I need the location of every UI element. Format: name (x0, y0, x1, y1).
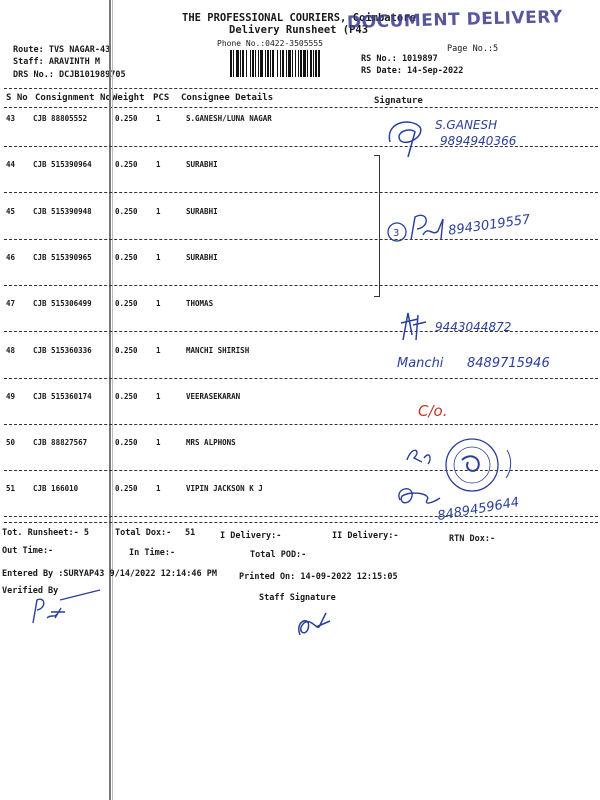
verifier-signature (25, 588, 105, 628)
row-weight: 0.250 (115, 253, 138, 262)
row-consignment-no: CJB 515360174 (33, 392, 92, 401)
fold-line (109, 0, 111, 800)
phone-number: Phone No.:0422-3505555 (217, 39, 323, 48)
row-consignee: SURABHI (186, 253, 218, 262)
row-sno: 50 (6, 438, 16, 447)
row-weight: 0.250 (115, 207, 138, 216)
col-consignment: Consignment No (35, 93, 111, 103)
header-bottom-rule (4, 107, 598, 108)
signature-phone-51: 8489459644 (436, 494, 521, 525)
row-consignee: S.GANESH/LUNA NAGAR (186, 114, 272, 123)
row-consignee: MANCHI SHIRISH (186, 346, 250, 355)
row-consignment-no: CJB 515360336 (33, 346, 92, 355)
row-separator (4, 378, 598, 379)
row-separator (4, 192, 598, 193)
row-sno: 51 (6, 484, 16, 493)
row-sno: 46 (6, 253, 16, 262)
staff-label: Staff: ARAVINTH M (13, 57, 100, 67)
barcode (230, 50, 352, 77)
total-pod: Total POD:- (250, 550, 307, 560)
svg-text:3: 3 (393, 228, 400, 239)
row-pcs: 1 (156, 392, 161, 401)
rs-date: RS Date: 14-Sep-2022 (361, 66, 464, 76)
col-consignee: Consignee Details (181, 93, 274, 103)
signature-name-43: S.GANESH (435, 118, 498, 132)
row-consignee: MRS ALPHONS (186, 438, 236, 447)
row-pcs: 1 (156, 346, 161, 355)
col-weight: Weight (112, 93, 145, 103)
signature-row-47 (398, 305, 438, 345)
row-weight: 0.250 (115, 346, 138, 355)
verified-by: Verified By (2, 586, 59, 596)
total-dox-label: Total Dox:- (115, 528, 172, 538)
tot-runsheet: Tot. Runsheet:- 5 (2, 528, 89, 538)
total-dox-value: 51 (185, 528, 196, 538)
company-title: THE PROFESSIONAL COURIERS, Coimbatore (182, 12, 416, 24)
row-weight: 0.250 (115, 160, 138, 169)
row-consignee: VIPIN JACKSON K J (186, 484, 263, 493)
row-consignment-no: CJB 515390964 (33, 160, 92, 169)
in-time: In Time:- (129, 548, 176, 558)
row-separator (4, 285, 598, 286)
row-consignment-no: CJB 515390948 (33, 207, 92, 216)
row-pcs: 1 (156, 160, 161, 169)
row-sno: 45 (6, 207, 16, 216)
row-weight: 0.250 (115, 114, 138, 123)
entered-by: Entered By :SURYAP43 9/14/2022 12:14:46 PM (2, 569, 217, 579)
row-consignee: SURABHI (186, 207, 218, 216)
drs-number: DRS No.: DCJB101989705 (13, 70, 126, 80)
row-sno: 47 (6, 299, 16, 308)
page-number: Page No.:5 (447, 44, 499, 54)
signature-phone-48: 8489715946 (467, 356, 550, 371)
signature-rows-44-46 (383, 205, 453, 250)
row-sno: 44 (6, 160, 16, 169)
route-label: Route: TVS NAGAR-43 (13, 45, 111, 55)
row-consignment-no: CJB 515306499 (33, 299, 92, 308)
signature-bracket (374, 155, 380, 297)
row-sno: 49 (6, 392, 16, 401)
out-time: Out Time:- (2, 546, 54, 556)
row-consignment-no: CJB 88805552 (33, 114, 88, 123)
col-signature: Signature (374, 96, 423, 106)
row-pcs: 1 (156, 253, 161, 262)
runsheet-subtitle: Delivery Runsheet (P43 (229, 24, 369, 36)
header-top-rule (4, 88, 598, 89)
printed-on: Printed On: 14-09-2022 12:15:05 (239, 572, 398, 582)
signature-phone-47: 9443044872 (435, 320, 512, 334)
row-sno: 43 (6, 114, 16, 123)
row-pcs: 1 (156, 207, 161, 216)
row-weight: 0.250 (115, 392, 138, 401)
row-weight: 0.250 (115, 438, 138, 447)
staff-signature (290, 605, 340, 645)
i-delivery: I Delivery:- (220, 531, 282, 541)
footer-top-rule (4, 522, 598, 523)
row-consignment-no: CJB 515390965 (33, 253, 92, 262)
row-weight: 0.250 (115, 299, 138, 308)
ii-delivery: II Delivery:- (332, 531, 399, 541)
rs-number: RS No.: 1019897 (361, 54, 438, 64)
col-pcs: PCS (153, 93, 170, 103)
row-weight: 0.250 (115, 484, 138, 493)
signature-phone-43: 9894940366 (440, 134, 517, 148)
document-delivery-stamp: DOCUMENT DELIVERY (346, 7, 563, 33)
row-pcs: 1 (156, 438, 161, 447)
signature-name-48: Manchi (397, 356, 444, 371)
barcode-bar (320, 50, 322, 77)
fold-line-shadow (112, 0, 113, 800)
staff-signature-label: Staff Signature (259, 593, 336, 603)
row-consignment-no: CJB 166010 (33, 484, 79, 493)
row-sno: 48 (6, 346, 16, 355)
col-sno: S No (6, 93, 28, 103)
row-pcs: 1 (156, 114, 161, 123)
signature-phone-44-46: 8943019557 (447, 212, 532, 239)
handwritten-mark: C/o. (418, 402, 448, 420)
rtn-dox: RTN Dox:- (449, 534, 496, 544)
row-consignee: SURABHI (186, 160, 218, 169)
row-consignment-no: CJB 88827567 (33, 438, 88, 447)
row-pcs: 1 (156, 299, 161, 308)
row-separator (4, 239, 598, 240)
row-pcs: 1 (156, 484, 161, 493)
row-consignee: THOMAS (186, 299, 214, 308)
row-separator (4, 424, 598, 425)
row-separator (4, 516, 598, 517)
row-consignee: VEERASEKARAN (186, 392, 241, 401)
